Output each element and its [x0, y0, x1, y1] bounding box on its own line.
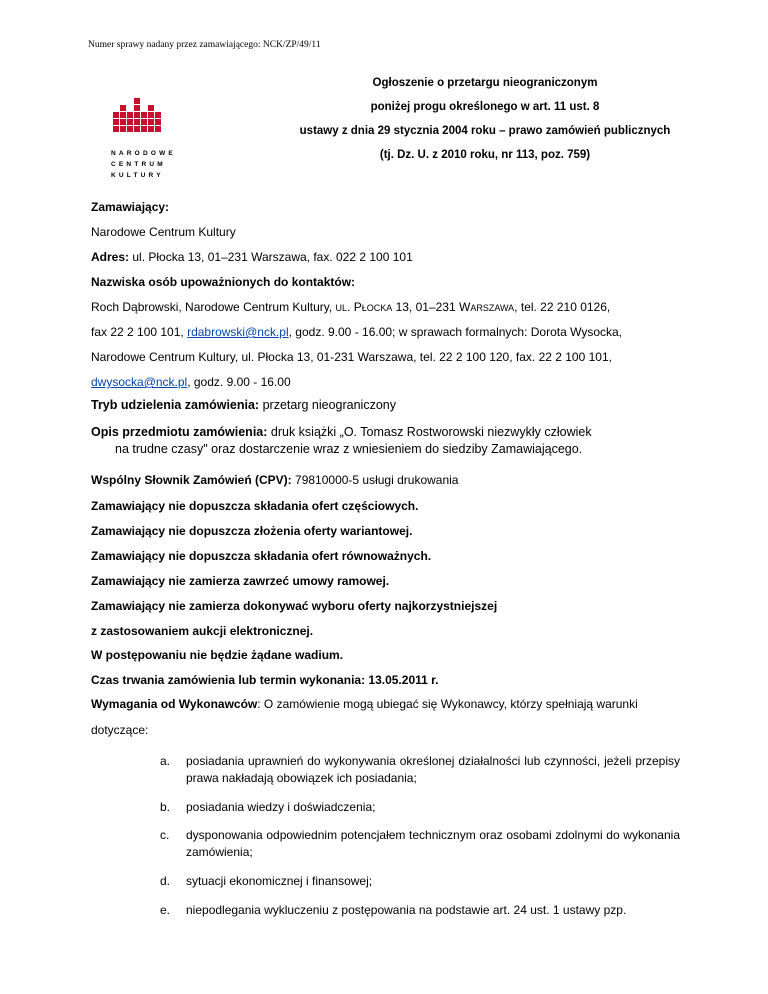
cpv-line: Wspólny Słownik Zamówień (CPV): 79810000-5 usługi drukowania: [91, 473, 459, 487]
statement-8: Czas trwania zamówienia lub termin wykonania: 13.05.2011 r.: [91, 673, 439, 687]
address-line: Adres: ul. Płocka 13, 01–231 Warszawa, fax. 022 2 100 101: [91, 250, 413, 264]
zamawiajacy-value: Narodowe Centrum Kultury: [91, 225, 236, 239]
statement-2: Zamawiający nie dopuszcza złożenia oferty wariantowej.: [91, 524, 413, 538]
statement-6: z zastosowaniem aukcji elektronicznej.: [91, 624, 314, 638]
document-title: Ogłoszenie o przetargu nieograniczonym poniżej progu określonego w art. 11 ust. 8 ustawy z dnia 29 stycznia 2004 roku – prawo zamówień publicznych (tj. Dz. U. z 2010 roku, nr 113, poz. 759): [299, 77, 671, 161]
crown-logo-icon: [111, 98, 163, 136]
statement-3: Zamawiający nie dopuszcza składania ofert równoważnych.: [91, 549, 432, 563]
list-item: e. niepodlegania wykluczeniu z postępowania na podstawie art. 24 ust. 1 ustawy pzp.: [160, 903, 627, 917]
statement-7: W postępowaniu nie będzie żądane wadium.: [91, 648, 344, 662]
statement-5: Zamawiający nie zamierza dokonywać wyboru oferty najkorzystniejszej: [91, 599, 498, 613]
statement-4: Zamawiający nie zamierza zawrzeć umowy ramowej.: [91, 574, 390, 588]
wymagania-line-2: dotyczące:: [91, 723, 149, 737]
opis-przedmiotu: Opis przedmiotu zamówienia: druk książki „O. Tomasz Rostworowski niezwykły człowiek na trudne czasy" oraz dostarczenie wraz z wniesieniem do siedziby Zamawiającego.: [91, 425, 592, 456]
wymagania-line: Wymagania od Wykonawców: O zamówienie mogą ubiegać się Wykonawcy, którzy spełniają warunki: [91, 697, 638, 711]
email-link-dwysocka[interactable]: dwysocka@nck.pl: [91, 375, 188, 389]
statement-1: Zamawiający nie dopuszcza składania ofert częściowych.: [91, 499, 419, 513]
list-item: b. posiadania wiedzy i doświadczenia;: [160, 800, 376, 814]
case-number-note: Numer sprawy nadany przez zamawiającego: NCK/ZP/49/11: [88, 40, 321, 50]
list-item: a. posiadania uprawnień do wykonywania określonej działalności lub czynności, jeżeli przepisy prawa nakładają obowiązek ich posiadania;: [160, 754, 680, 785]
email-link-rdabrowski[interactable]: rdabrowski@nck.pl: [187, 325, 289, 339]
tryb-line: Tryb udzielenia zamówienia: przetarg nieograniczony: [91, 398, 396, 412]
contact-line-3: Narodowe Centrum Kultury, ul. Płocka 13, 01-231 Warszawa, tel. 22 2 100 120, fax. 22 2 100 101,: [91, 350, 612, 364]
contact-line-1: Roch Dąbrowski, Narodowe Centrum Kultury, UL. PŁOCKA 13, 01–231 WARSZAWA, tel. 22 210 0126,: [91, 300, 611, 314]
list-item: d. sytuacji ekonomicznej i finansowej;: [160, 874, 373, 888]
zamawiajacy-label: Zamawiający:: [91, 200, 170, 214]
list-item: c. dysponowania odpowiednim potencjałem technicznym oraz osobami zdolnymi do wykonania zamówienia;: [160, 828, 680, 859]
contact-line-2: fax 22 2 100 101, rdabrowski@nck.pl, godz. 9.00 - 16.00; w sprawach formalnych: Dorota Wysocka,: [91, 325, 623, 339]
contacts-label: Nazwiska osób upoważnionych do kontaktów:: [91, 275, 356, 289]
contact-line-4: dwysocka@nck.pl, godz. 9.00 - 16.00: [91, 375, 291, 389]
logo-wordmark: NARODOWE CENTRUM KULTURY: [111, 150, 176, 179]
